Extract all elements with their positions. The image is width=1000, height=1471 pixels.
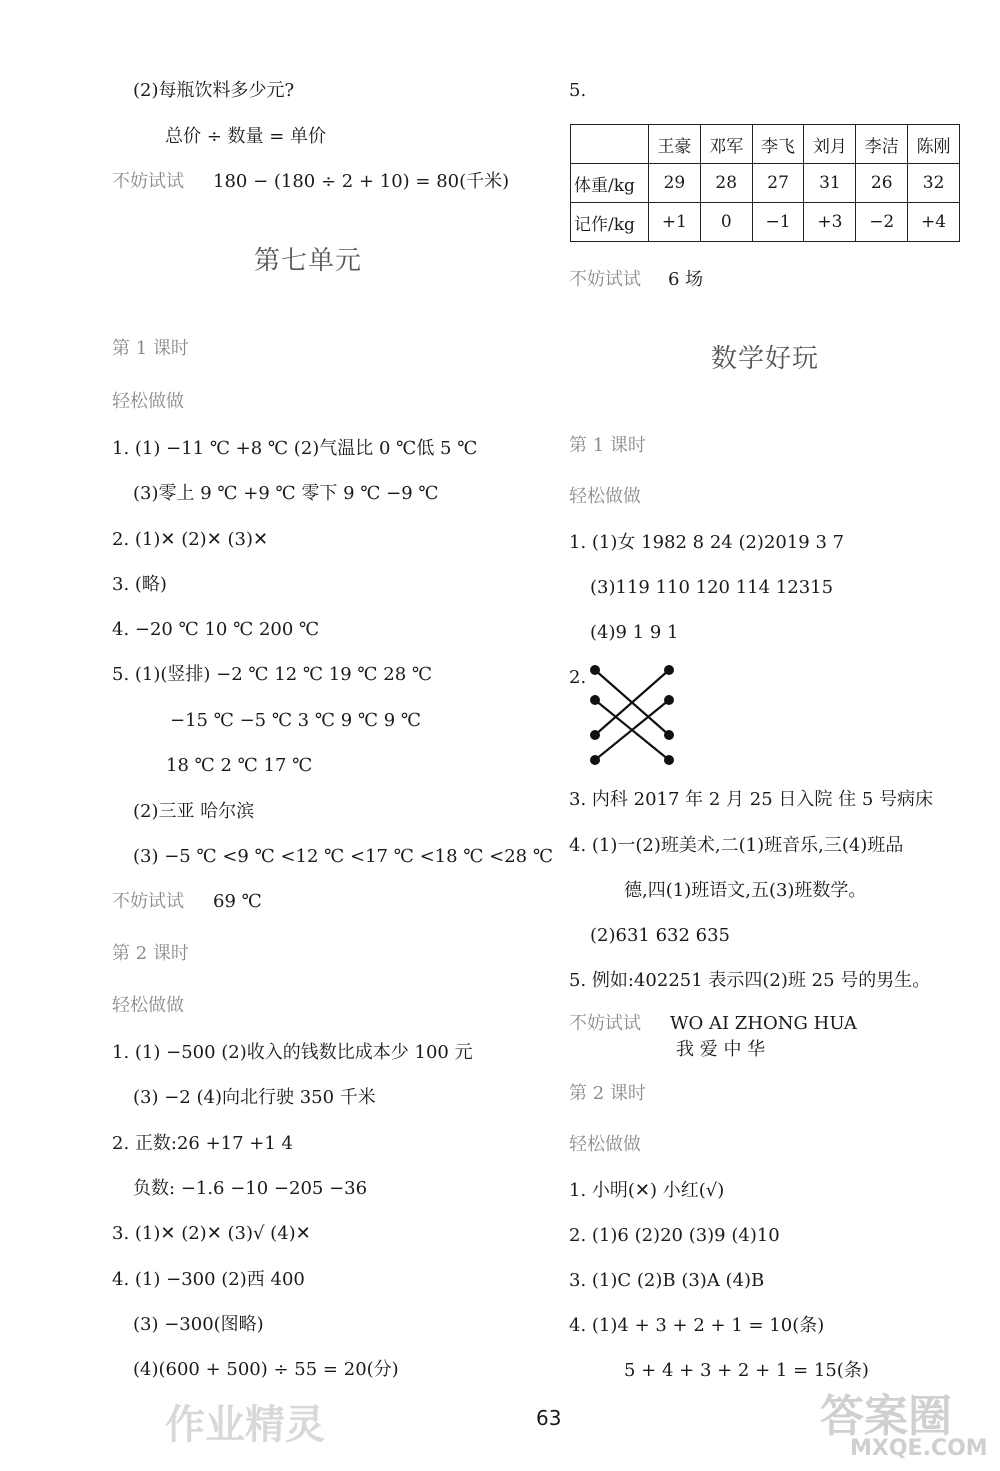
answer-line: 3. (1)C (2)B (3)A (4)B: [569, 1270, 765, 1291]
match-dot: [590, 755, 600, 765]
section-header: 轻松做做: [569, 1134, 641, 1155]
answer-line: 1. (1) −500 (2)收入的钱数比成本少 100 元: [112, 1042, 473, 1063]
answer-line: 2. 正数:26 +17 +1 4: [112, 1133, 294, 1154]
table-cell: −1: [752, 203, 804, 242]
table-header-cell: 陈刚: [908, 125, 960, 164]
answer-line: (2)三亚 哈尔滨: [133, 801, 255, 822]
table-cell: −2: [856, 203, 908, 242]
answer-line: (3) −300(图略): [133, 1314, 264, 1335]
answer-line: (3) −2 (4)向北行驶 350 千米: [133, 1087, 376, 1108]
answer-line: 4. −20 ℃ 10 ℃ 200 ℃: [112, 619, 320, 640]
answer-line: 18 ℃ 2 ℃ 17 ℃: [166, 755, 313, 776]
section-header: 轻松做做: [112, 391, 184, 412]
table-cell: 28: [700, 164, 752, 203]
answer-line: 2. (1)6 (2)20 (3)9 (4)10: [569, 1225, 780, 1246]
table-row: [571, 203, 960, 242]
table-header-cell: 邓军: [700, 125, 752, 164]
match-dot: [664, 695, 674, 705]
table-cell: 0: [700, 203, 752, 242]
table-row: [571, 125, 960, 164]
answer-line: 5 + 4 + 3 + 2 + 1 = 15(条): [624, 1360, 869, 1381]
answer-line: 4. (1)一(2)班美术,二(1)班音乐,三(4)班品: [569, 835, 904, 856]
lesson-header: 第 2 课时: [569, 1083, 646, 1104]
try-answer-hanzi: 我 爱 中 华: [676, 1039, 766, 1060]
table-row: [571, 164, 960, 203]
answer-line: 1. (1)女 1982 8 24 (2)2019 3 7: [569, 532, 845, 553]
section-header: 轻松做做: [112, 995, 184, 1016]
try-answer: 180 − (180 ÷ 2 + 10) = 80(千米): [213, 171, 510, 192]
lesson-header: 第 1 课时: [569, 435, 646, 456]
answer-line: 3. (略): [112, 574, 167, 595]
table-cell: 32: [908, 164, 960, 203]
watermark-logo: 答案圈: [820, 1391, 952, 1442]
table-cell: +4: [908, 203, 960, 242]
match-dot: [664, 730, 674, 740]
match-dot: [590, 665, 600, 675]
try-answer: 69 ℃: [213, 891, 262, 912]
answer-line: (3)119 110 120 114 12315: [590, 577, 834, 598]
watermark-logo: 作业精灵: [165, 1402, 325, 1448]
try-label: 不妨试试: [112, 891, 184, 912]
answer-line: (4)(600 + 500) ÷ 55 = 20(分): [133, 1359, 399, 1380]
watermark-url: MXQE.COM: [850, 1436, 988, 1461]
lesson-header: 第 2 课时: [112, 943, 189, 964]
answer-line: 2.: [569, 667, 587, 688]
table-cell: +3: [804, 203, 856, 242]
answer-line: 5. 例如:402251 表示四(2)班 25 号的男生。: [569, 970, 931, 991]
table-cell: 26: [856, 164, 908, 203]
try-answer-pinyin: WO AI ZHONG HUA: [670, 1013, 857, 1034]
formula-text: 总价 ÷ 数量 = 单价: [165, 126, 327, 147]
answer-line: 3. 内科 2017 年 2 月 25 日入院 住 5 号病床: [569, 789, 934, 810]
question-number: 5.: [569, 80, 587, 101]
answer-line: (2)631 632 635: [590, 925, 731, 946]
answer-line: 3. (1)✕ (2)✕ (3)√ (4)✕: [112, 1223, 311, 1244]
answer-line: 1. 小明(✕) 小红(√): [569, 1180, 725, 1201]
matching-lines-diagram: [585, 660, 685, 770]
table-header-cell: 王豪: [649, 125, 701, 164]
answer-line: −15 ℃ −5 ℃ 3 ℃ 9 ℃ 9 ℃: [170, 710, 422, 731]
try-label: 不妨试试: [112, 171, 184, 192]
try-answer: 6 场: [668, 269, 704, 290]
try-label: 不妨试试: [569, 269, 641, 290]
table-cell: 27: [752, 164, 804, 203]
table-header-cell: 李飞: [752, 125, 804, 164]
try-label: 不妨试试: [569, 1013, 641, 1034]
table-cell: +1: [649, 203, 701, 242]
table-header-cell: 李洁: [856, 125, 908, 164]
table-cell: 29: [649, 164, 701, 203]
weight-table: [570, 124, 960, 242]
section-title: 数学好玩: [711, 344, 820, 374]
answer-line: 4. (1) −300 (2)西 400: [112, 1269, 305, 1290]
lesson-header: 第 1 课时: [112, 338, 189, 359]
answer-line: 2. (1)✕ (2)✕ (3)✕: [112, 529, 269, 550]
section-header: 轻松做做: [569, 486, 641, 507]
answer-line: 德,四(1)班语文,五(3)班数学。: [624, 880, 867, 901]
answer-line: 5. (1)(竖排) −2 ℃ 12 ℃ 19 ℃ 28 ℃: [112, 664, 433, 685]
match-dot: [664, 665, 674, 675]
answer-line: 1. (1) −11 ℃ +8 ℃ (2)气温比 0 ℃低 5 ℃: [112, 438, 478, 459]
answer-line: 负数: −1.6 −10 −205 −36: [133, 1178, 368, 1199]
table-header-cell: 刘月: [804, 125, 856, 164]
table-cell: 31: [804, 164, 856, 203]
answer-line: (3)零上 9 ℃ +9 ℃ 零下 9 ℃ −9 ℃: [133, 483, 439, 504]
answer-line: 4. (1)4 + 3 + 2 + 1 = 10(条): [569, 1315, 825, 1336]
answer-line: (4)9 1 9 1: [590, 622, 679, 643]
table-cell: [571, 125, 649, 164]
page-number: 63: [536, 1406, 562, 1430]
table-row-label: 记作/kg: [571, 203, 649, 242]
match-dot: [590, 695, 600, 705]
match-dot: [664, 755, 674, 765]
table-row-label: 体重/kg: [571, 164, 649, 203]
question-text: (2)每瓶饮料多少元?: [133, 80, 295, 101]
unit-title: 第七单元: [254, 246, 363, 276]
answer-line: (3) −5 ℃ <9 ℃ <12 ℃ <17 ℃ <18 ℃ <28 ℃: [133, 846, 553, 867]
match-dot: [590, 730, 600, 740]
